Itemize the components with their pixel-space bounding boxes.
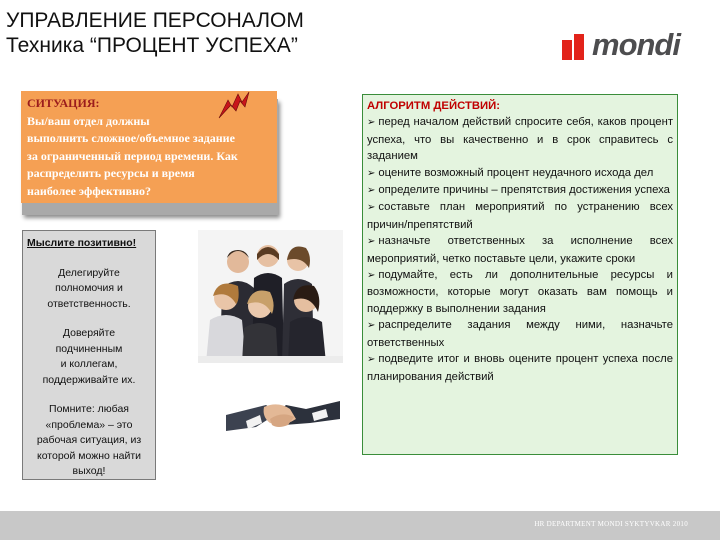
arrow-bullet-icon: ➢ — [367, 270, 376, 282]
arrow-bullet-icon: ➢ — [367, 202, 376, 214]
arrow-bullet-icon: ➢ — [367, 320, 376, 332]
logo-wordmark: mondi — [592, 27, 680, 62]
situation-line: распределить ресурсы и время — [27, 166, 195, 180]
arrow-bullet-icon: ➢ — [367, 117, 376, 129]
positive-paragraph-1: Делегируйте полномочия и ответственность. — [47, 266, 131, 310]
arrow-bullet-icon: ➢ — [367, 185, 376, 197]
business-team-photo — [198, 230, 343, 363]
situation-line: за ограниченный период времени. Как — [27, 148, 238, 163]
algorithm-step: ➢ определите причины – препятствия достижения успеха — [367, 184, 670, 197]
algorithm-step: ➢ оцените возможный процент неудачного исхода дел — [367, 166, 654, 179]
arrow-bullet-icon: ➢ — [367, 354, 376, 366]
algorithm-step: ➢ составьте план мероприятий по устранению всех причин/препятствий — [367, 201, 673, 231]
algorithm-step: ➢ подумайте, есть ли дополнительные ресурсы и возможности, которые могут оказать вам помощь и поддержку в выполнении задания — [367, 269, 673, 315]
algorithm-step: ➢ перед началом действий спросите себя, каков процент успеха, что вы качественно и в срок справитесь с заданием — [367, 116, 673, 163]
situation-title: СИТУАЦИЯ: — [27, 96, 100, 110]
positive-title: Мыслите позитивно! — [27, 237, 137, 249]
arrow-bullet-icon: ➢ — [367, 167, 376, 179]
footer-bar — [0, 511, 720, 540]
situation-line: Вы/ваш отдел должны — [27, 113, 150, 128]
mondi-logo — [558, 27, 708, 64]
algorithm-step: ➢ подведите итог и вновь оцените процент успеха после планирования действий — [367, 353, 673, 383]
title-line-1: УПРАВЛЕНИЕ ПЕРСОНАЛОМ — [6, 9, 304, 32]
footer-text: HR DEPARTMENT MONDI SYKTYVKAR 2010 — [534, 520, 688, 528]
positive-thinking-box — [22, 230, 156, 480]
situation-line: выполнить сложное/объемное задание — [27, 131, 235, 145]
situation-line: наиболее эффективно? — [27, 183, 152, 198]
positive-paragraph-2: Доверяйте подчиненным и коллегам, поддерживайте их. — [42, 327, 136, 386]
mondi-logo-icon — [558, 30, 592, 64]
positive-paragraph-3: Помните: любая «проблема» – это рабочая ситуация, из которой можно найти выход! — [36, 403, 142, 477]
lightning-icon — [218, 91, 258, 119]
arrow-bullet-icon: ➢ — [367, 236, 376, 248]
algorithm-step: ➢ назначьте ответственных за исполнение всех мероприятий, четко поставьте цели, укажите сроки — [367, 235, 673, 265]
title-line-2: Техника “ПРОЦЕНТ УСПЕХА” — [6, 34, 298, 57]
algorithm-box — [362, 94, 678, 455]
algorithm-step: ➢ распределите задания между ними, назначьте ответственных — [367, 319, 673, 349]
slide-title — [6, 8, 304, 58]
algorithm-title: АЛГОРИТМ ДЕЙСТВИЙ: — [367, 100, 501, 112]
handshake-photo — [226, 375, 340, 453]
